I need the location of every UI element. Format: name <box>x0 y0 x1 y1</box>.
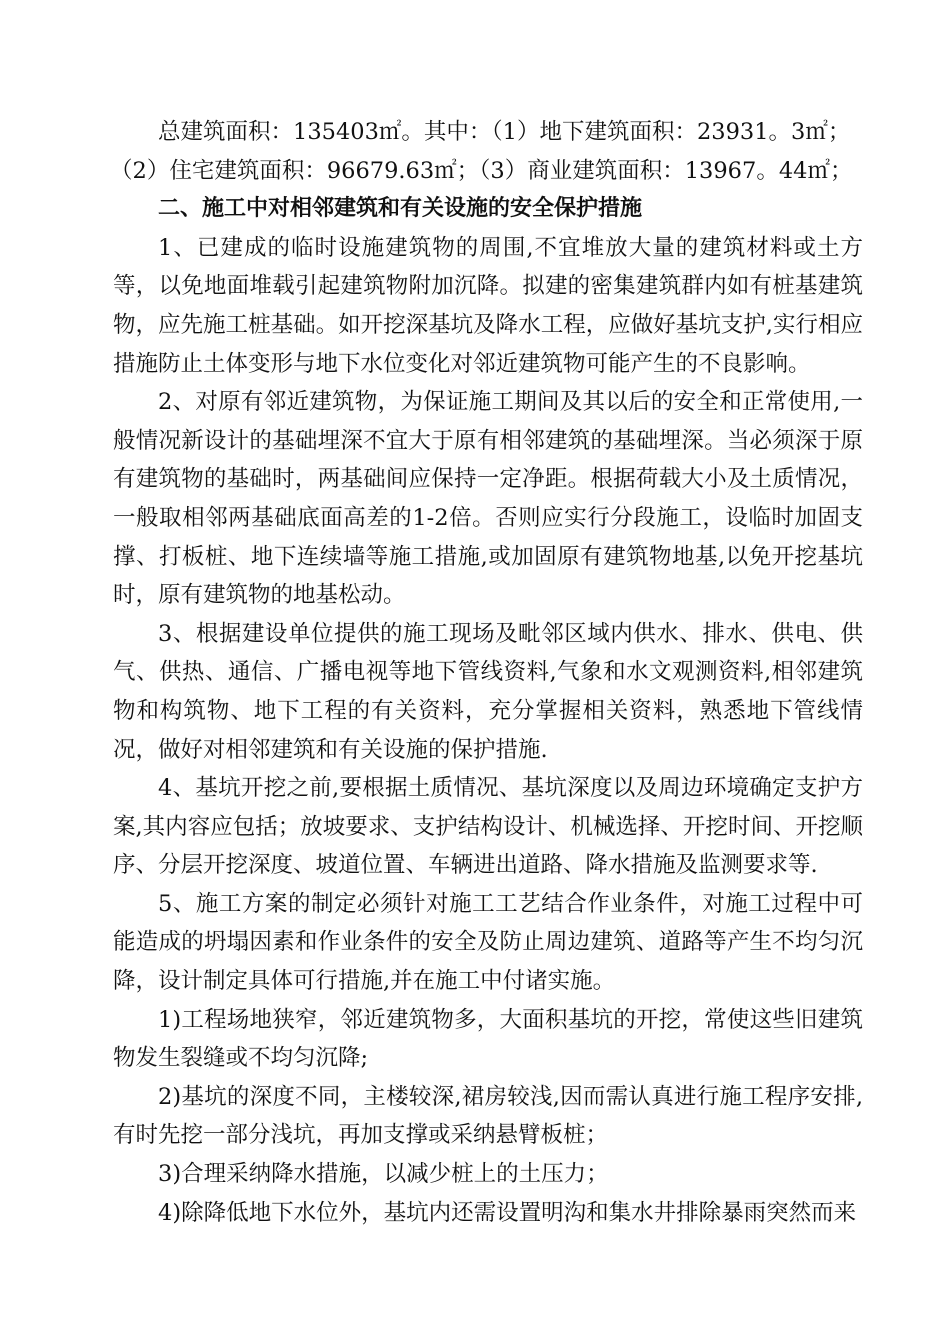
sub-item-4: 4)除降低地下水位外，基坑内还需设置明沟和集水井排除暴雨突然而来 <box>158 1199 857 1226</box>
sub-item-2: 2)基坑的深度不同，主楼较深,裙房较浅,因而需认真进行施工程序安排,有时先挖一部分浅坑，再加支撑或采纳悬臂板桩； <box>113 1083 863 1149</box>
sub-item-1: 1)工程场地狭窄，邻近建筑物多，大面积基坑的开挖，常使这些旧建筑物发生裂缝或不均匀沉降; <box>113 1006 863 1072</box>
paragraph-item-1: 1、已建成的临时设施建筑物的周围,不宜堆放大量的建筑材料或土方等，以免地面堆载引起建筑物附加沉降。拟建的密集建筑群内如有桩基建筑物，应先施工桩基础。如开挖深基坑及降水工程，应做好基坑支护,实行相应措施防止土体变形与地下水位变化对邻近建筑物可能产生的不良影响。 <box>113 234 863 377</box>
area-breakdown-line: （2）住宅建筑面积：96679.63㎡；（3）商业建筑面积：13967。44㎡； <box>110 157 853 184</box>
paragraph-item-5: 5、施工方案的制定必须针对施工工艺结合作业条件，对施工过程中可能造成的坍塌因素和作业条件的安全及防止周边建筑、道路等产生不均匀沉降，设计制定具体可行措施,并在施工中付诸实施。 <box>113 890 863 995</box>
paragraph-item-4: 4、基坑开挖之前,要根据土质情况、基坑深度以及周边环境确定支护方案,其内容应包括；放坡要求、支护结构设计、机械选择、开挖时间、开挖顺序、分层开挖深度、坡道位置、车辆进出道路、降水措施及监测要求等. <box>113 775 863 879</box>
paragraph-item-3: 3、根据建设单位提供的施工现场及毗邻区域内供水、排水、供电、供气、供热、通信、广播电视等地下管线资料,气象和水文观测资料,相邻建筑物和构筑物、地下工程的有关资料，充分掌握相关资料，熟悉地下管线情况，做好对相邻建筑和有关设施的保护措施. <box>113 620 863 763</box>
document-body <box>110 113 863 1232</box>
total-area-line: 总建筑面积：135403㎡。其中：（1）地下建筑面积：23931。3㎡； <box>158 119 851 145</box>
section-heading: 二、施工中对相邻建筑和有关设施的安全保护措施 <box>158 196 643 222</box>
sub-item-3: 3)合理采纳降水措施，以减少桩上的土压力； <box>158 1161 609 1188</box>
paragraph-item-2: 2、对原有邻近建筑物，为保证施工期间及其以后的安全和正常使用,一般情况新设计的基础埋深不宜大于原有相邻建筑的基础埋深。当必须深于原有建筑物的基础时，两基础间应保持一定净距。根据荷载大小及土质情况，一般取相邻两基础底面高差的1-2倍。否则应实行分段施工，设临时加固支撑、打板桩、地下连续墙等施工措施,或加固原有建筑物地基,以免开挖基坑时，原有建筑物的地基松动。 <box>113 389 863 609</box>
